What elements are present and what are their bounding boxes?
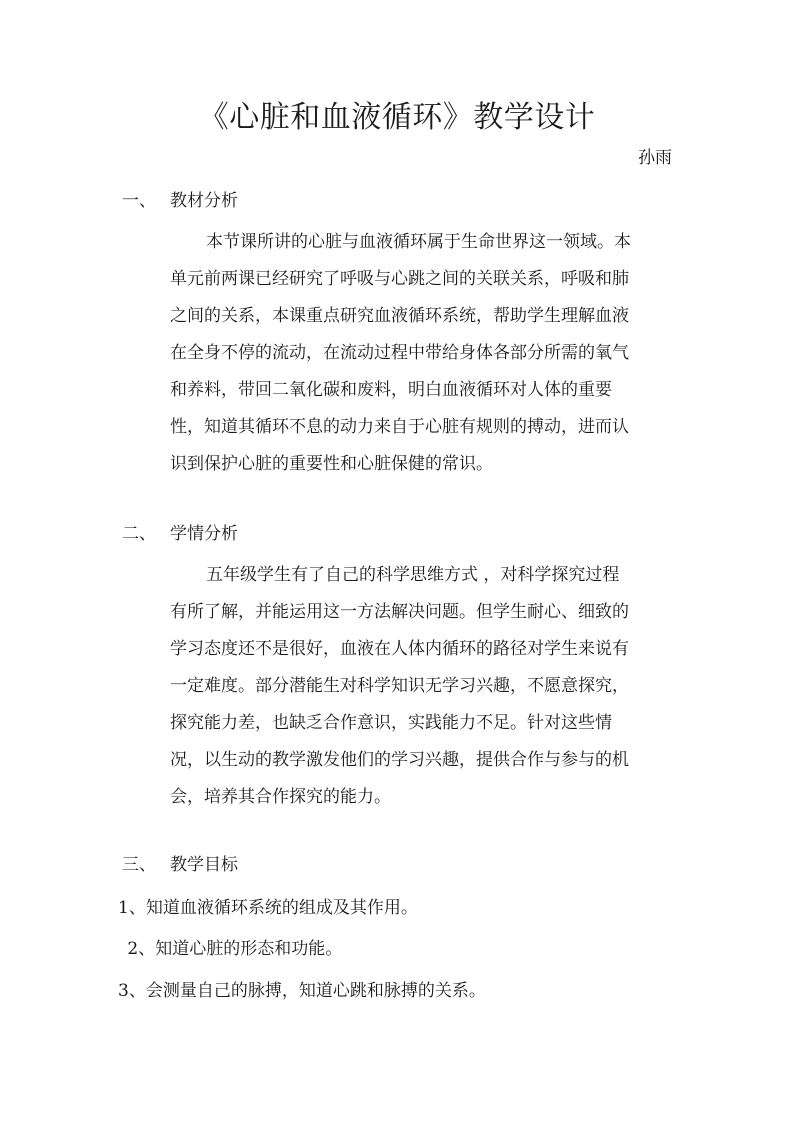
objective-item-2: 2、知道心脏的形态和功能。 (122, 939, 343, 959)
author-name: 孙雨 (638, 148, 672, 168)
section-title: 教材分析 (170, 191, 238, 211)
paragraph-line: 在全身不停的流动，在流动过程中带给身体各部分所需的氧气 (170, 343, 629, 363)
document-title: 《心脏和血液循环》教学设计 (198, 100, 596, 135)
section-number: 二、 (122, 524, 156, 544)
paragraph-line: 单元前两课已经研究了呼吸与心跳之间的关联关系，呼吸和肺 (170, 269, 629, 289)
objective-item-1: 1、知道血液循环系统的组成及其作用。 (118, 898, 418, 918)
section-heading-1 (122, 189, 238, 213)
paragraph-line: 一定难度。部分潜能生对科学知识无学习兴趣，不愿意探究， (170, 676, 629, 696)
paragraph-line: 本节课所讲的心脏与血液循环属于生命世界这一领域。本 (206, 232, 631, 252)
section-paragraph-1 (170, 224, 680, 483)
section-paragraph-2 (170, 557, 680, 816)
objective-item-3: 3、会测量自己的脉搏，知道心跳和脉搏的关系。 (118, 981, 486, 1001)
paragraph-line: 和养料，带回二氧化碳和废料，明白血液循环对人体的重要 (170, 380, 612, 400)
paragraph-line: 识到保护心脏的重要性和心脏保健的常识。 (170, 454, 493, 474)
paragraph-line: 会，培养其合作探究的能力。 (170, 787, 391, 807)
section-number: 一、 (122, 191, 156, 211)
section-title: 学情分析 (170, 524, 238, 544)
section-number: 三、 (122, 855, 156, 875)
paragraph-line: 况，以生动的教学激发他们的学习兴趣，提供合作与参与的机 (170, 750, 629, 770)
paragraph-line: 探究能力差，也缺乏合作意识，实践能力不足。针对这些情 (170, 713, 612, 733)
section-title: 教学目标 (170, 855, 238, 875)
paragraph-line: 五年级学生有了自己的科学思维方式 ，对科学探究过程 (206, 565, 620, 585)
paragraph-line: 学习态度还不是很好，血液在人体内循环的路径对学生来说有 (170, 639, 629, 659)
paragraph-line: 性，知道其循环不息的动力来自于心脏有规则的搏动，进而认 (170, 417, 629, 437)
paragraph-line: 有所了解，并能运用这一方法解决问题。但学生耐心、细致的 (170, 602, 629, 622)
section-heading-3 (122, 853, 238, 877)
paragraph-line: 之间的关系，本课重点研究血液循环系统，帮助学生理解血液 (170, 306, 629, 326)
section-heading-2 (122, 522, 238, 546)
